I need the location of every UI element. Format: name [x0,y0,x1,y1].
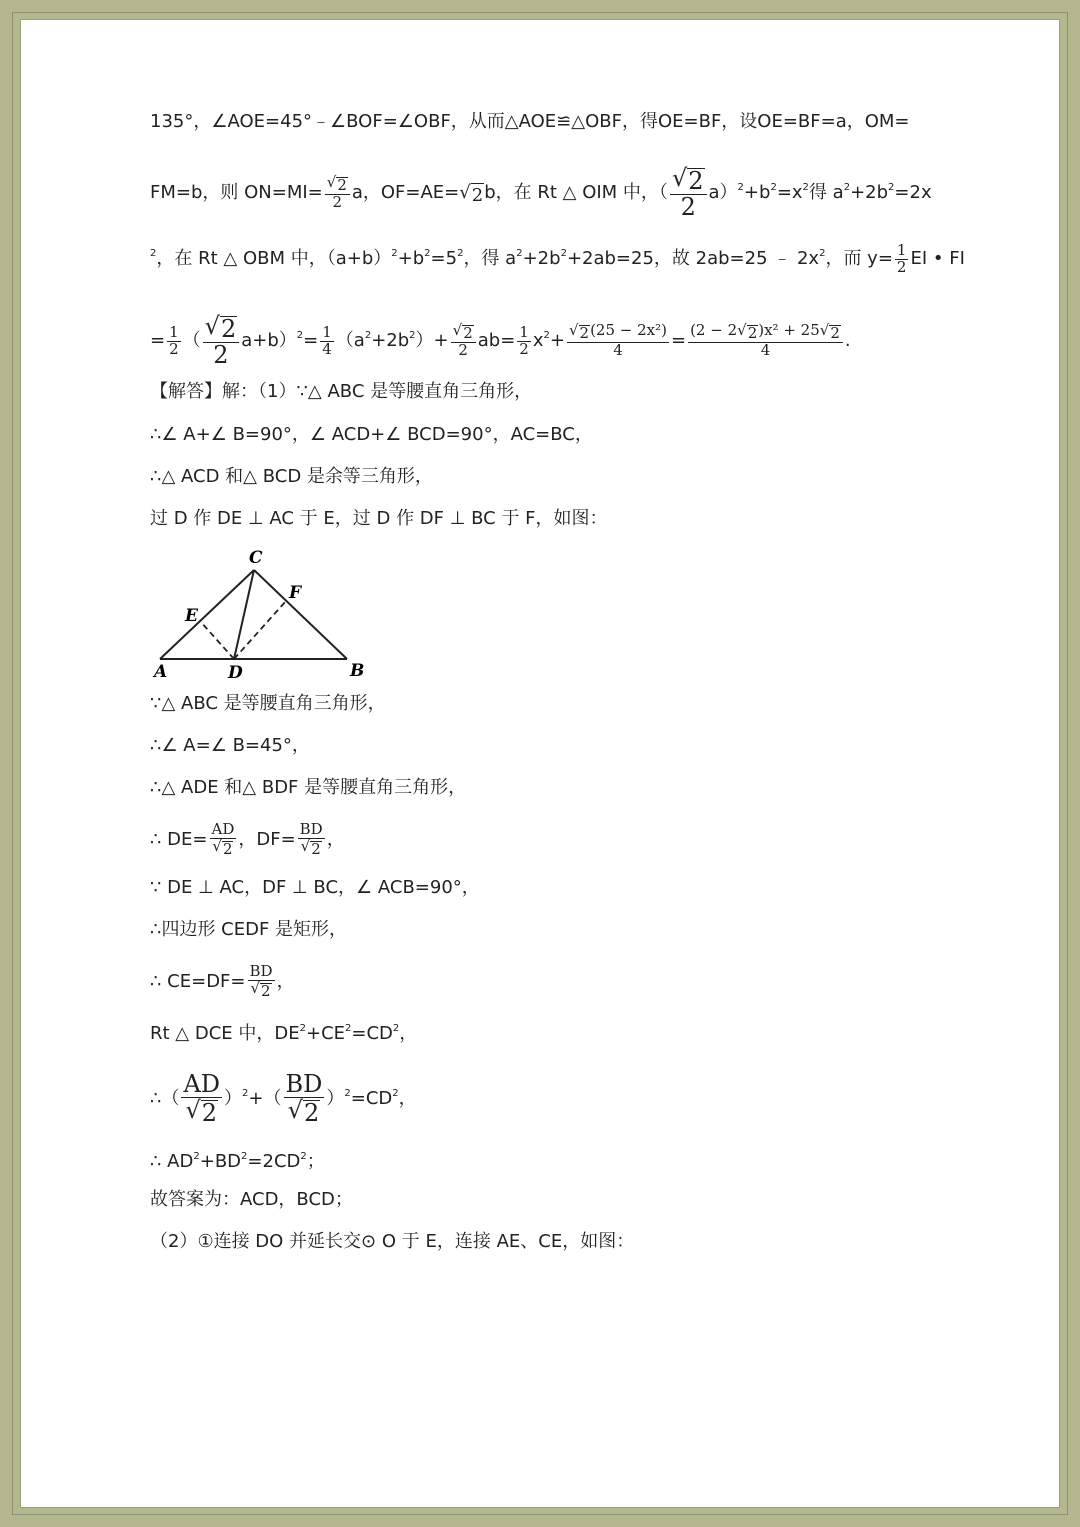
text-segment: a） [708,182,738,204]
text-segment: a，OF=AE= [351,182,460,204]
label-f: F [289,583,302,603]
text-segment: + [549,330,565,352]
label-c: C [249,548,263,568]
segment-de-dashed [200,621,234,659]
text-line-14: ∴四边形 CEDF 是矩形， [150,919,348,940]
fraction-quarter: $\frac{1}{4}$ [322,322,332,358]
text-line-3: $^2$，在 Rt △ OBM 中，$(a+b)^2+b^2=5^2$，得 $a^2+2b^2+2ab=25$，故 2ab=25 ﹣ $2x^2$，而 y= $\frac{1}{2}$ EI • FI [150,240,965,276]
text-segment: ，在 Rt △ OBM 中，（a+b） [156,248,392,269]
text-segment: b，在 Rt △ OIM 中，（ [484,182,668,204]
text-line-16: Rt △ DCE 中，$DE^2+CE^2=CD^2$， [150,1023,418,1044]
fraction-bd-over-sqrt2: BD √ 2 [249,962,273,1000]
text-line-15 [150,964,295,1000]
text-segment: +（ [248,1088,282,1110]
text-line-5: 【解答】解：（1）∵△ ABC 是等腰直角三角形， [150,381,533,402]
text-segment: =5 [430,248,458,269]
label-d: D [228,663,243,683]
text-segment: = [303,330,319,352]
text-segment: =2CD [247,1151,301,1172]
fraction-final-expression: (2 − 2√ 2 )x² + 25√ 2 4 [688,323,843,359]
segment-df-dashed [234,601,286,659]
fraction-ad-over-sqrt2-large: AD √ 2 [183,1070,221,1128]
text-segment: ，DF= [238,828,296,850]
fraction-bd-over-sqrt2: BD √ 2 [299,820,323,858]
text-segment: ， [399,1023,418,1044]
text-segment: ； [306,1151,325,1172]
text-segment: （ [182,330,201,352]
fraction-ad-over-sqrt2: AD √ 2 [211,820,235,858]
fraction-sqrt2-over-2-large: √ 2 2 [203,314,240,368]
fraction-half: $\frac{1}{2}$ [169,322,179,358]
text-segment: +2b [850,182,889,204]
text-segment: +2b [371,330,410,352]
text-line-20: （2）①连接 DO 并延长交⊙ O 于 E，连接 AE、CE，如图： [150,1231,635,1252]
text-segment: ） [224,1088,243,1110]
text-line-4: = $\frac{1}{2}$ （ √ 2 2 a+b）$^2$= $\frac{1}{4}$ $(a^2+2b^2)+$ √ 2 2 ab= $\frac{1}{2}$ $x^2+$ √ 2 (25 − 2x²) 4 = (2 − 2√ 2 )x² + 25√ 2 4 . [150,312,851,370]
text-segment: =2x [894,182,932,204]
text-segment: x [532,330,544,352]
text-segment: =x [776,182,803,204]
segment-cd [234,570,254,659]
fraction-half: $\frac{1}{2}$ [519,322,529,358]
text-line-18: ∴ $AD^2+BD^2=2CD^2$； [150,1151,325,1172]
fraction-bd-over-sqrt2-large: BD √ 2 [285,1070,323,1128]
text-line-10: ∴∠ A=∠ B=45°， [150,735,310,756]
fraction-sqrt2-over-2: √ 2 2 [451,323,476,359]
text-segment: a+b） [241,330,297,352]
segment-ac [160,570,254,659]
text-line-17: ∴（ AD √ 2 ）$^2$+（ BD √ 2 ）$^2=CD^2$， [150,1070,417,1128]
text-line-8: 过 D 作 DE ⊥ AC 于 E，过 D 作 DF ⊥ BC 于 F，如图： [150,508,608,529]
text-segment: ， [276,970,295,992]
text-segment: ， [398,1088,417,1110]
text-segment: ，得 a [463,248,517,269]
text-segment: （a [335,330,365,352]
text-segment: +CE [305,1023,346,1044]
text-segment: ab= [477,330,516,352]
text-segment: = [670,330,687,352]
text-segment: ，而 y= [825,248,893,269]
text-segment: EI • FI [910,248,965,269]
text-segment: ∴ AD [150,1151,194,1172]
text-segment: +b [397,248,425,269]
sqrt-2: √ 2 [459,182,484,207]
text-line-7: ∴△ ACD 和△ BCD 是余等三角形， [150,466,433,487]
text-line-6: ∴∠ A+∠ B=90°，∠ ACD+∠ BCD=90°，AC=BC， [150,424,593,445]
text-segment: 得 a [808,182,844,204]
text-segment: =CD [350,1088,393,1110]
text-segment: +BD [199,1151,242,1172]
fraction-half: $\frac{1}{2}$ [896,240,907,276]
text-segment: +b [743,182,771,204]
text-segment: ） [326,1088,345,1110]
text-segment: ∴ CE=DF= [150,970,246,992]
text-segment: ）+ [415,330,449,352]
text-segment: ∴（ [150,1088,180,1110]
text-segment: FM=b，则 ON=MI= [150,182,323,204]
text-line-12 [150,822,345,858]
text-line-11: ∴△ ADE 和△ BDF 是等腰直角三角形， [150,777,467,798]
text-segment: Rt △ DCE 中，DE [150,1023,300,1044]
triangle-figure [150,545,370,685]
text-line-19: 故答案为：ACD，BCD； [150,1189,353,1210]
text-segment: = [150,330,166,352]
text-segment: . [844,330,851,352]
fraction-sqrt2-over-2: √ 2 2 [325,175,350,211]
fraction-sqrt2-times-25-minus-2x2-over-4: √ 2 (25 − 2x²) 4 [568,321,667,360]
text-line-2: FM=b，则 ON=MI= √ 2 2 a，OF=AE=√ 2 b，在 Rt △ OIM 中，（ √ 2 2 $a)^2+b^2=x^2$得 $a^2+2b^2=2x$ [150,164,932,222]
text-line-13: ∵ DE ⊥ AC，DF ⊥ BC，∠ ACB=90°， [150,877,480,898]
label-b: B [350,661,365,681]
text-line-9: ∵△ ABC 是等腰直角三角形， [150,693,386,714]
text-segment: +2ab=25，故 2ab=25 ﹣ 2x [566,248,820,269]
text-segment: =CD [351,1023,393,1044]
text-segment: +2b [522,248,561,269]
label-e: E [185,606,198,626]
text-segment: ∴ DE= [150,828,208,850]
text-segment: ， [326,828,345,850]
fraction-sqrt2-over-2-large: √ 2 2 [670,166,707,220]
label-a: A [154,662,168,682]
text-line-1: 135°，∠AOE=45°﹣∠BOF=∠OBF，从而△AOE≌△OBF，得OE=BF，设OE=BF=a，OM= [150,111,910,132]
